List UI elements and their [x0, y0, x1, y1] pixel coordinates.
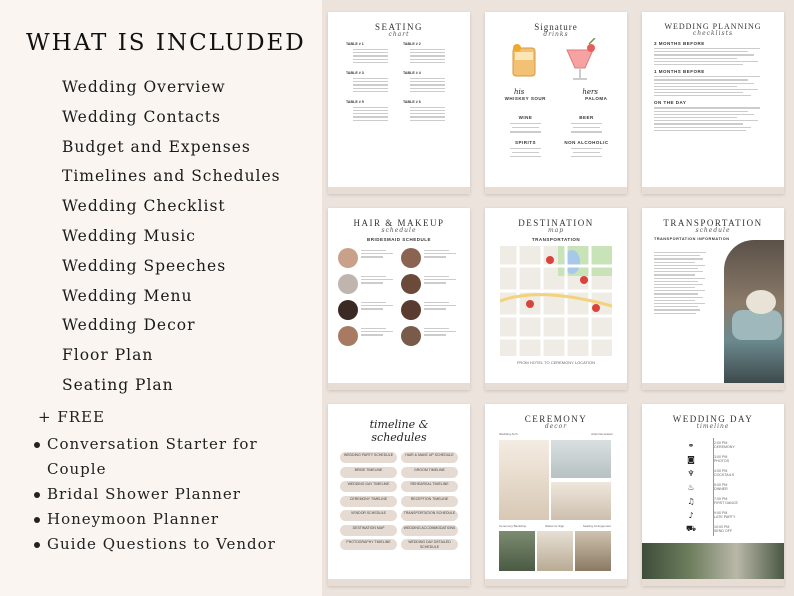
timeline-event — [680, 438, 770, 452]
schedule-pill: BRIDE TIMELINE — [340, 467, 397, 478]
included-item: Wedding Decor — [62, 316, 196, 335]
seating-table — [403, 42, 452, 65]
seating-table — [346, 100, 395, 123]
car-photo — [724, 240, 784, 383]
preview-panel — [322, 0, 794, 596]
bridesmaid-entry — [401, 300, 460, 320]
included-item: Wedding Contacts — [62, 107, 221, 126]
event-time: 10:00 PM — [714, 525, 730, 529]
included-item: Floor Plan — [62, 346, 154, 365]
event-label: LATE PARTY — [714, 515, 736, 519]
event-label: FIRST DANCE — [714, 501, 738, 505]
card-script: schedule — [695, 227, 731, 234]
ceremony-decor-card — [485, 404, 627, 586]
checklist-body — [642, 37, 784, 131]
photo-labels-bottom — [499, 524, 611, 529]
dinner-icon: ♨ — [687, 482, 695, 492]
planning-checklist-card — [642, 12, 784, 194]
card-script: timeline — [696, 423, 730, 430]
bonus-item: Conversation Starter for Couple — [34, 432, 314, 482]
seating-tables — [328, 38, 470, 123]
signature-drinks-card — [485, 12, 627, 194]
decor-photo — [499, 531, 535, 571]
included-heading: WHAT IS INCLUDED — [26, 30, 306, 56]
timeline-event — [680, 508, 770, 522]
destination-map-card — [485, 208, 627, 390]
table-label: TABLE # 3 — [346, 70, 364, 75]
bridesmaid-entry — [338, 248, 397, 268]
dance-icon: ♫ — [687, 496, 695, 506]
table-label: TABLE # 6 — [403, 99, 421, 104]
card-title: Signature — [534, 22, 578, 32]
table-label: TABLE # 1 — [346, 42, 364, 46]
event-time: 4:00 PM — [714, 469, 728, 473]
backdrop-photo — [551, 482, 611, 520]
section-label: WINE — [518, 115, 533, 120]
photo-label: Welcome Sign — [544, 524, 565, 528]
car-shape — [732, 310, 782, 340]
avatar — [338, 248, 358, 268]
drink-section — [495, 140, 556, 161]
timeline-event — [680, 480, 770, 494]
bonus-list — [34, 432, 314, 557]
schedule-pill: VENDOR SCHEDULE — [340, 510, 397, 521]
card-title: TRANSPORTATION — [663, 218, 763, 228]
bridesmaid-entry — [338, 326, 397, 346]
bonus-item: Guide Questions to Vendor — [34, 532, 314, 557]
section-label: BEER — [579, 115, 594, 120]
card-script: decor — [544, 423, 568, 430]
included-item: Wedding Speeches — [62, 256, 227, 275]
schedule-pill: WEDDING PARTY SCHEDULE — [340, 452, 397, 463]
checklist-section: ON THE DAY — [654, 100, 687, 106]
card-script: drinks — [543, 31, 569, 38]
bridesmaid-entry — [338, 300, 397, 320]
drink-section — [495, 115, 556, 136]
timeline-events — [680, 438, 770, 536]
event-label: DINNER — [714, 487, 728, 491]
camera-icon: ◙ — [687, 454, 695, 464]
schedule-pill: REHEARSAL TIMELINE — [401, 481, 458, 492]
avatar — [401, 300, 421, 320]
photo-labels-top — [485, 430, 627, 437]
drink-section — [556, 115, 617, 136]
event-time: 7:00 PM — [714, 497, 728, 501]
event-time: 3:00 PM — [714, 455, 728, 459]
bridesmaid-entry — [338, 274, 397, 294]
his-hers-row — [485, 88, 627, 96]
seating-table — [346, 42, 395, 65]
avatar — [401, 274, 421, 294]
card-script: checklists — [692, 30, 734, 37]
included-item: Wedding Overview — [62, 78, 226, 96]
card-script: map — [547, 227, 565, 234]
sign-photo — [537, 531, 573, 571]
card-title-2: schedules — [371, 431, 427, 444]
event-time: 5:00 PM — [714, 483, 728, 487]
avatar — [401, 326, 421, 346]
event-label: COCKTAILS — [714, 473, 735, 477]
included-item: Seating Plan — [62, 375, 174, 394]
card-script: chart — [388, 31, 410, 38]
schedule-pills — [328, 444, 470, 550]
timeline-event — [680, 522, 770, 536]
drink-name: WHISKEY SOUR — [504, 96, 546, 101]
seating-photo — [575, 531, 611, 571]
card-title: WEDDING DAY — [672, 414, 754, 424]
seating-chart-card — [328, 12, 470, 194]
transport-lines — [654, 250, 712, 316]
bonus-item: Honeymoon Planner — [34, 507, 314, 532]
map-footer: FROM HOTEL TO CEREMONY LOCATION — [516, 360, 595, 365]
event-label: SEND OFF — [714, 529, 733, 533]
card-title: WEDDING PLANNING — [664, 22, 762, 31]
section-label: SPIRITS — [514, 139, 536, 145]
avatar — [338, 274, 358, 294]
free-label: + FREE — [38, 408, 105, 426]
rings-photo — [642, 543, 784, 579]
cocktail-illustration — [485, 38, 627, 88]
event-label: CEREMONY — [714, 445, 735, 449]
flowers-shape — [746, 290, 776, 314]
cocktail-icon: ♆ — [687, 468, 695, 478]
included-item: Wedding Menu — [62, 286, 193, 305]
included-list — [62, 74, 281, 402]
avatar — [401, 248, 421, 268]
schedule-pill: WEDDING DAY DETAILED SCHEDULE — [401, 539, 458, 550]
event-time: 9:00 PM — [714, 511, 728, 515]
his-label: his — [514, 88, 525, 96]
avatar — [338, 300, 358, 320]
photo-label: Aisle Decoration — [591, 432, 613, 436]
photo-label: Seating Arrangement — [582, 524, 611, 528]
schedule-pill: CEREMONY TIMELINE — [340, 496, 397, 507]
seating-table — [346, 71, 395, 94]
bonus-item: Bridal Shower Planner — [34, 482, 314, 507]
card-script: schedule — [381, 227, 417, 234]
seating-table — [403, 71, 452, 94]
bridesmaid-entry — [401, 326, 460, 346]
card-title: timeline & — [369, 418, 429, 431]
checklist-section: 3 MONTHS BEFORE — [654, 41, 705, 46]
included-item: Wedding Checklist — [62, 197, 226, 216]
table-label: TABLE # 4 — [403, 70, 421, 75]
left-panel — [0, 0, 322, 596]
card-title: DESTINATION — [518, 218, 594, 228]
drink-section — [556, 140, 617, 161]
event-label: PHOTOS — [714, 459, 730, 463]
photo-label: Ceremony Backdrop — [499, 524, 527, 528]
drink-sections — [485, 101, 627, 160]
card-subtitle: TRANSPORTATION — [531, 237, 581, 242]
included-item: Budget and Expenses — [62, 137, 251, 156]
card-subtitle: TRANSPORTATION INFORMATION — [654, 237, 730, 241]
transportation-card — [642, 208, 784, 390]
timeline-event — [680, 466, 770, 480]
event-time: 2:00 PM — [714, 441, 728, 445]
schedule-pill: GROOM TIMELINE — [401, 467, 458, 478]
hers-label: hers — [582, 88, 598, 96]
seating-table — [403, 100, 452, 123]
wedding-day-card — [642, 404, 784, 586]
hair-makeup-card — [328, 208, 470, 390]
timeline-event — [680, 494, 770, 508]
section-label: NON ALCOHOLIC — [564, 139, 609, 145]
schedule-pill: HAIR & MAKE UP SCHEDULE — [401, 452, 458, 463]
card-title: SEATING — [375, 22, 423, 32]
card-title: HAIR & MAKEUP — [353, 218, 445, 228]
timeline-schedules-card — [328, 404, 470, 586]
avatar — [338, 326, 358, 346]
bridesmaid-entry — [401, 248, 460, 268]
bridesmaid-grid — [328, 242, 470, 346]
schedule-pill: WEDDING ACCOMMODATIONS — [401, 525, 458, 536]
photo-label: Wedding Arch — [499, 432, 518, 436]
included-item: Timelines and Schedules — [62, 167, 281, 186]
table-label: TABLE # 2 — [403, 42, 421, 46]
event-icon: ⚭ — [687, 440, 695, 450]
table-label: TABLE # 5 — [346, 99, 364, 104]
bridesmaid-entry — [401, 274, 460, 294]
map-illustration — [500, 246, 612, 356]
included-item: Wedding Music — [62, 226, 196, 245]
drink-name: PALOMA — [585, 96, 608, 101]
arch-photo — [499, 440, 549, 520]
schedule-pill: TRANSPORTATION SCHEDULE — [401, 510, 458, 521]
schedule-pill: RECEPTION TIMELINE — [401, 496, 458, 507]
schedule-pill: PHOTOGRAPHY TIMELINE — [340, 539, 397, 550]
party-icon: ♪ — [688, 510, 694, 520]
checklist-section: 1 MONTHS BEFORE — [654, 69, 705, 75]
schedule-pill: DESTINATION MAP — [340, 525, 397, 536]
card-subtitle: BRIDESMAID SCHEDULE — [366, 237, 431, 242]
schedule-pill: WEDDING DAY TIMELINE — [340, 481, 397, 492]
card-title: CEREMONY — [524, 414, 588, 424]
car-icon: ⛟ — [685, 524, 697, 533]
aisle-photo — [551, 440, 611, 478]
timeline-event — [680, 452, 770, 466]
